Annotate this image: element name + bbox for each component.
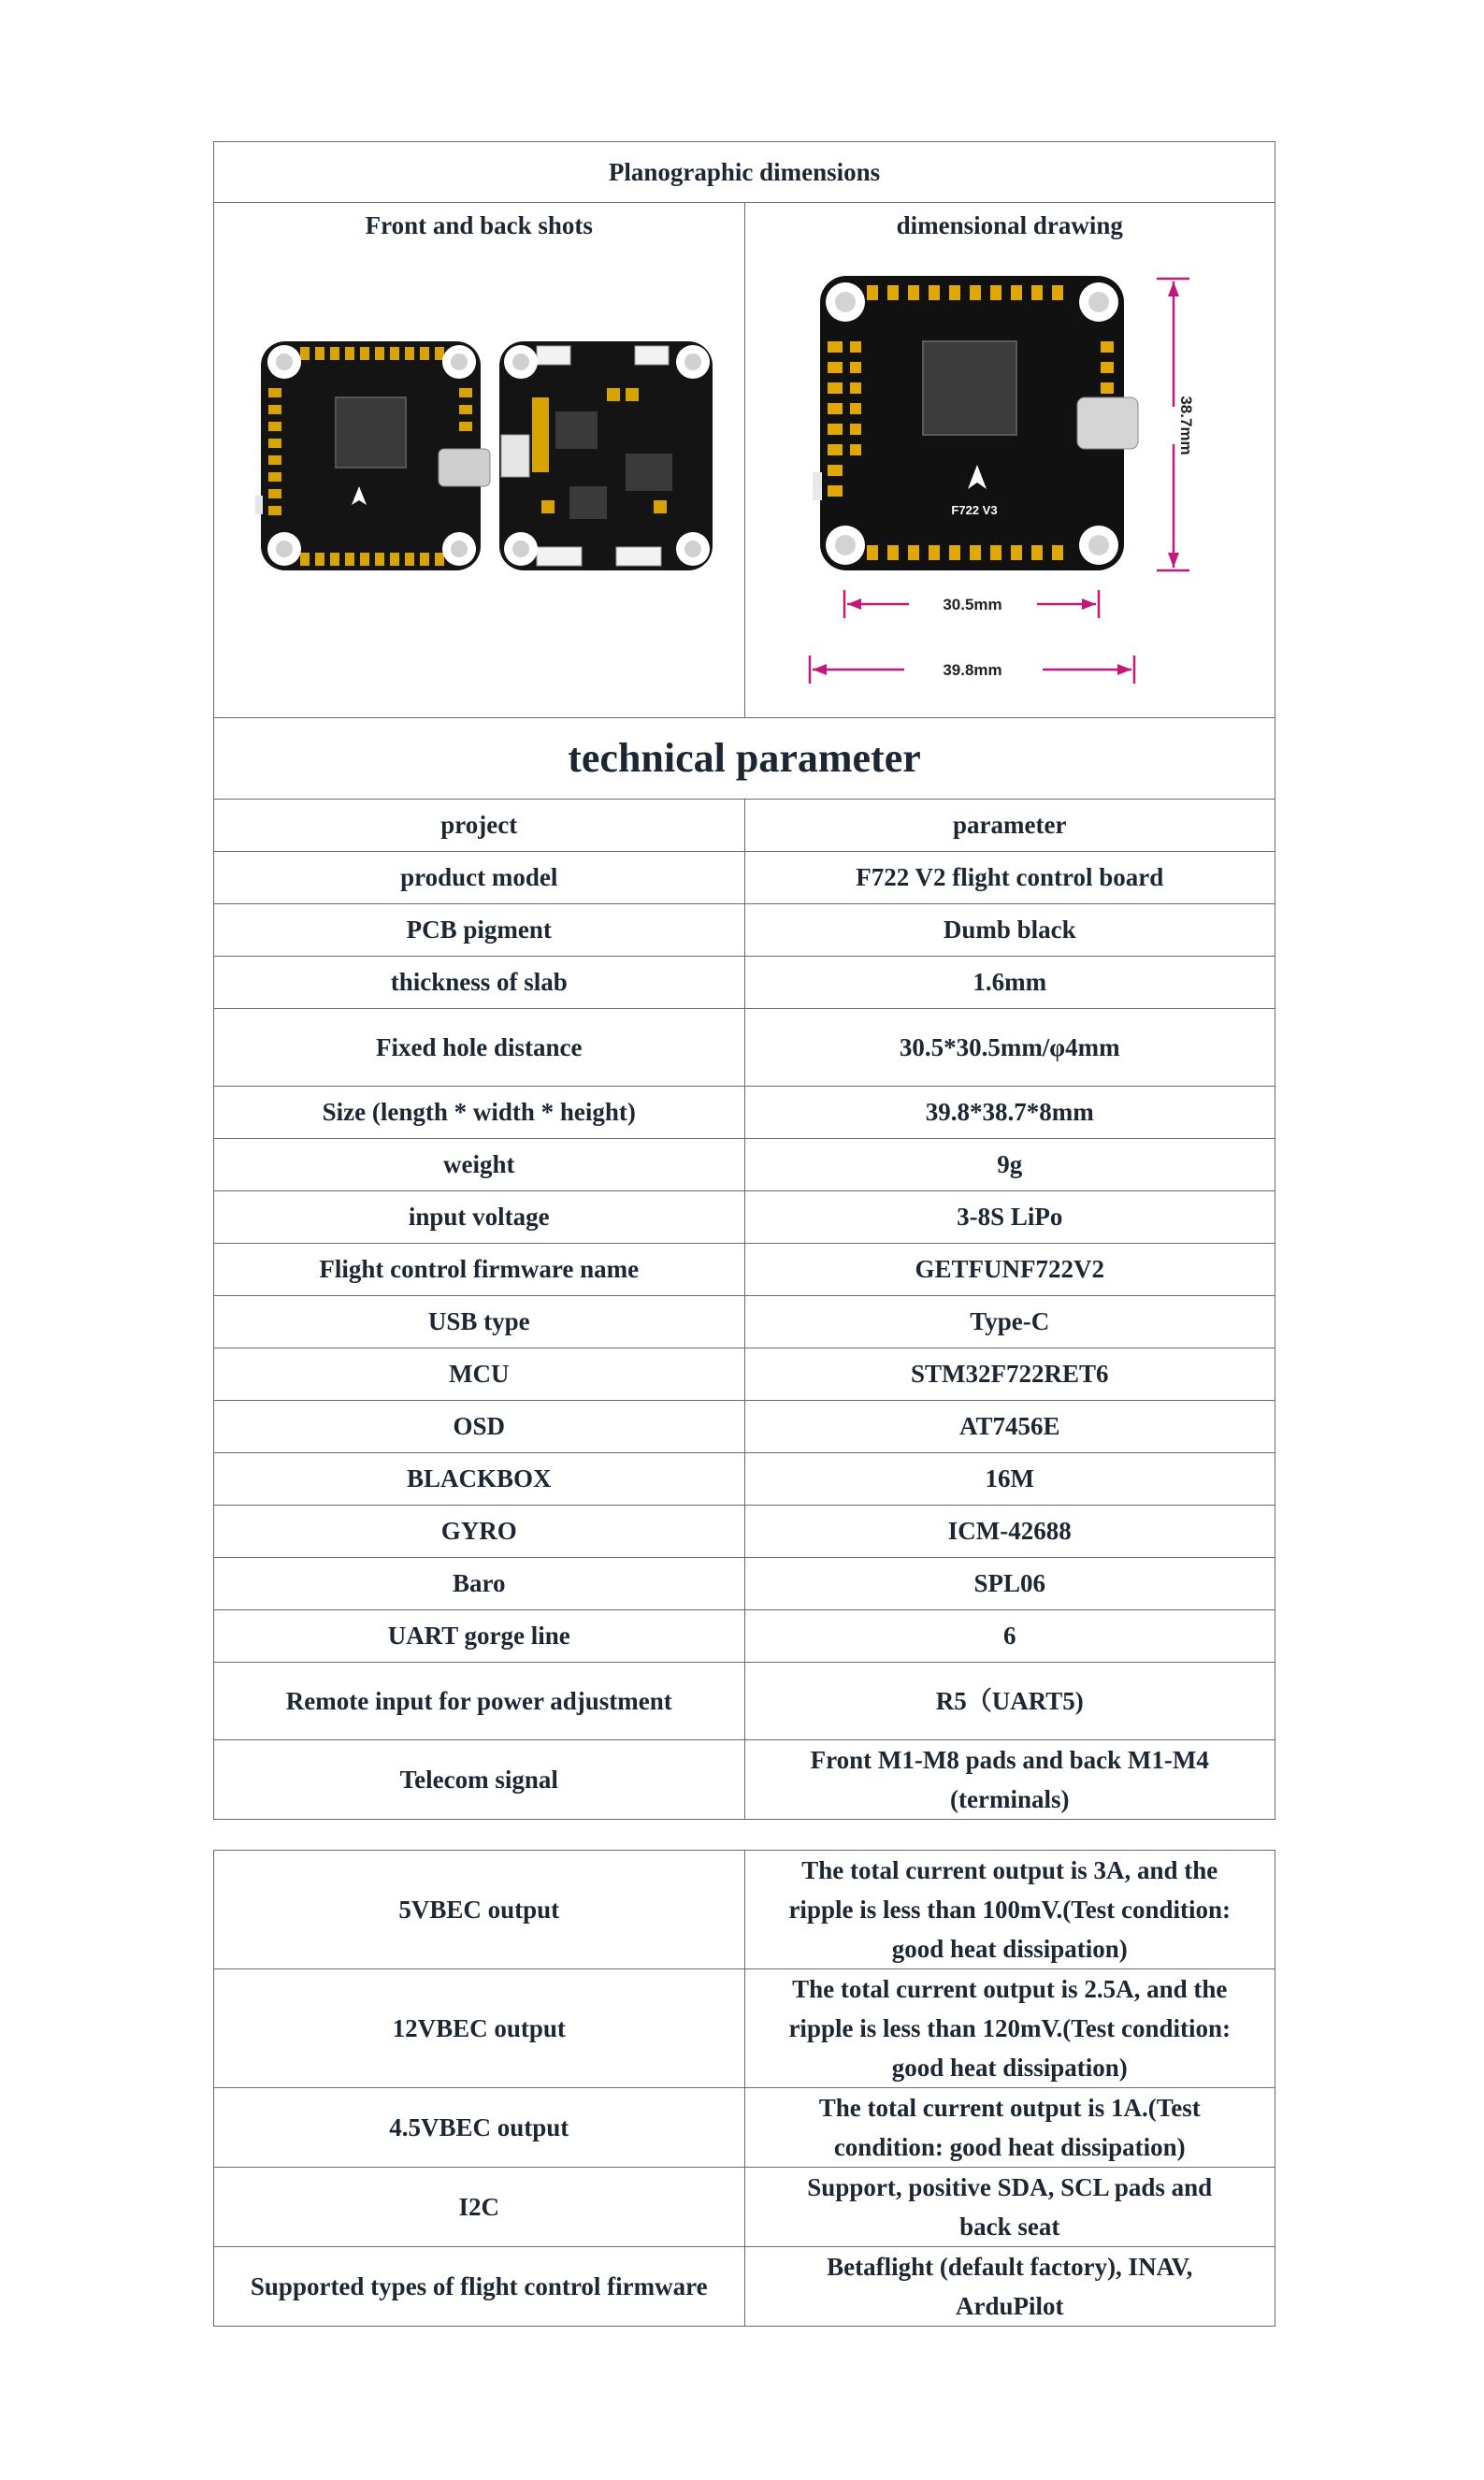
row-value-line: back seat — [959, 2212, 1060, 2241]
row-label: Size (length * width * height) — [214, 1086, 745, 1138]
board-width-label: 39.8mm — [943, 661, 1002, 679]
row-label: Baro — [214, 1557, 745, 1609]
table-row — [214, 1968, 1275, 2087]
table-row — [214, 1295, 1275, 1348]
row-label: PCB pigment — [214, 903, 745, 956]
row-value — [744, 1739, 1275, 1819]
row-value: F722 V2 flight control board — [744, 851, 1275, 903]
row-label: GYRO — [214, 1505, 745, 1557]
table-row — [214, 903, 1275, 956]
row-value: 9g — [744, 1138, 1275, 1190]
row-label: input voltage — [214, 1190, 745, 1243]
row-value-line: The total current output is 3A, and the — [801, 1855, 1218, 1884]
row-value: 16M — [744, 1452, 1275, 1505]
row-value-line: ripple is less than 100mV.(Test condition: — [788, 1895, 1232, 1924]
spec-sheet — [213, 141, 1275, 2327]
row-value: STM32F722RET6 — [744, 1348, 1275, 1400]
row-value-line: ripple is less than 120mV.(Test condition: — [788, 2013, 1232, 2042]
row-value: 30.5*30.5mm/φ4mm — [744, 1008, 1275, 1086]
table-row — [214, 1505, 1275, 1557]
table-row — [214, 1138, 1275, 1190]
row-value: R5（UART5) — [744, 1662, 1275, 1739]
row-label: 5VBEC output — [214, 1850, 745, 1968]
row-label: Fixed hole distance — [214, 1008, 745, 1086]
row-label: Remote input for power adjustment — [214, 1662, 745, 1739]
row-value-line: (terminals) — [950, 1784, 1070, 1813]
row-label: Telecom signal — [214, 1739, 745, 1819]
planographic-title: Planographic dimensions — [214, 142, 1275, 203]
row-value: Type-C — [744, 1295, 1275, 1348]
table-row — [214, 2246, 1275, 2326]
table-row — [214, 1086, 1275, 1138]
drawing-board-label: F722 V3 — [951, 503, 998, 517]
row-value-line: condition: good heat dissipation) — [833, 2132, 1186, 2161]
hole-width-label: 30.5mm — [943, 596, 1002, 613]
row-value — [744, 1968, 1275, 2087]
row-label: I2C — [214, 2167, 745, 2246]
row-label: 4.5VBEC output — [214, 2087, 745, 2167]
row-label: UART gorge line — [214, 1609, 745, 1662]
row-value-line: ArduPilot — [955, 2291, 1064, 2320]
table-row — [214, 1452, 1275, 1505]
dimensional-drawing-title: dimensional drawing — [896, 211, 1123, 239]
row-value: ICM-42688 — [744, 1505, 1275, 1557]
table-row — [214, 1348, 1275, 1400]
col-project-header: project — [214, 799, 745, 851]
table-gap — [213, 1820, 1275, 1850]
table-row — [214, 1662, 1275, 1739]
row-value-line: The total current output is 1A.(Test — [818, 2093, 1201, 2122]
row-value: 3-8S LiPo — [744, 1190, 1275, 1243]
row-label: BLACKBOX — [214, 1452, 745, 1505]
back-board-photo — [499, 341, 713, 570]
row-value: 6 — [744, 1609, 1275, 1662]
table-row — [214, 1008, 1275, 1086]
dimensional-drawing — [745, 248, 1275, 706]
row-label: 12VBEC output — [214, 1968, 745, 2087]
table-row — [214, 1400, 1275, 1452]
table-row — [214, 1243, 1275, 1295]
row-label: OSD — [214, 1400, 745, 1452]
table-row — [214, 851, 1275, 903]
row-value — [744, 2167, 1275, 2246]
front-board-photo — [255, 341, 490, 570]
table-row — [214, 1609, 1275, 1662]
row-label: weight — [214, 1138, 745, 1190]
row-value-line: good heat dissipation) — [891, 1934, 1128, 1963]
row-value-line: The total current output is 2.5A, and the — [792, 1974, 1228, 2003]
front-back-shots-cell — [214, 203, 745, 718]
row-label: Flight control firmware name — [214, 1243, 745, 1295]
tech-param-title: technical parameter — [214, 717, 1275, 799]
table-row — [214, 1557, 1275, 1609]
row-value: 39.8*38.7*8mm — [744, 1086, 1275, 1138]
row-value-line: good heat dissipation) — [891, 2053, 1128, 2082]
tech-param-table — [213, 717, 1275, 1820]
row-value-line: Front M1-M8 pads and back M1-M4 — [810, 1745, 1209, 1774]
row-value: SPL06 — [744, 1557, 1275, 1609]
row-label: thickness of slab — [214, 956, 745, 1008]
row-value: AT7456E — [744, 1400, 1275, 1452]
row-value: 1.6mm — [744, 956, 1275, 1008]
row-value: GETFUNF722V2 — [744, 1243, 1275, 1295]
table-row — [214, 1850, 1275, 1968]
row-label: product model — [214, 851, 745, 903]
table-row — [214, 2087, 1275, 2167]
row-label: MCU — [214, 1348, 745, 1400]
row-value: Dumb black — [744, 903, 1275, 956]
row-value — [744, 2087, 1275, 2167]
row-value — [744, 1850, 1275, 1968]
board-photos — [214, 248, 743, 706]
row-label: USB type — [214, 1295, 745, 1348]
front-back-title: Front and back shots — [365, 211, 593, 239]
row-value — [744, 2246, 1275, 2326]
row-label: Supported types of flight control firmware — [214, 2246, 745, 2326]
table-row — [214, 1739, 1275, 1819]
col-parameter-header: parameter — [744, 799, 1275, 851]
power-table — [213, 1850, 1275, 2327]
dimensional-drawing-cell — [744, 203, 1275, 718]
planographic-table — [213, 141, 1275, 718]
table-row — [214, 956, 1275, 1008]
table-row — [214, 1190, 1275, 1243]
row-value-line: Support, positive SDA, SCL pads and — [807, 2172, 1213, 2201]
height-label: 38.7mm — [1176, 396, 1195, 455]
drawing-board — [813, 276, 1138, 570]
table-row — [214, 2167, 1275, 2246]
row-value-line: Betaflight (default factory), INAV, — [827, 2252, 1193, 2281]
